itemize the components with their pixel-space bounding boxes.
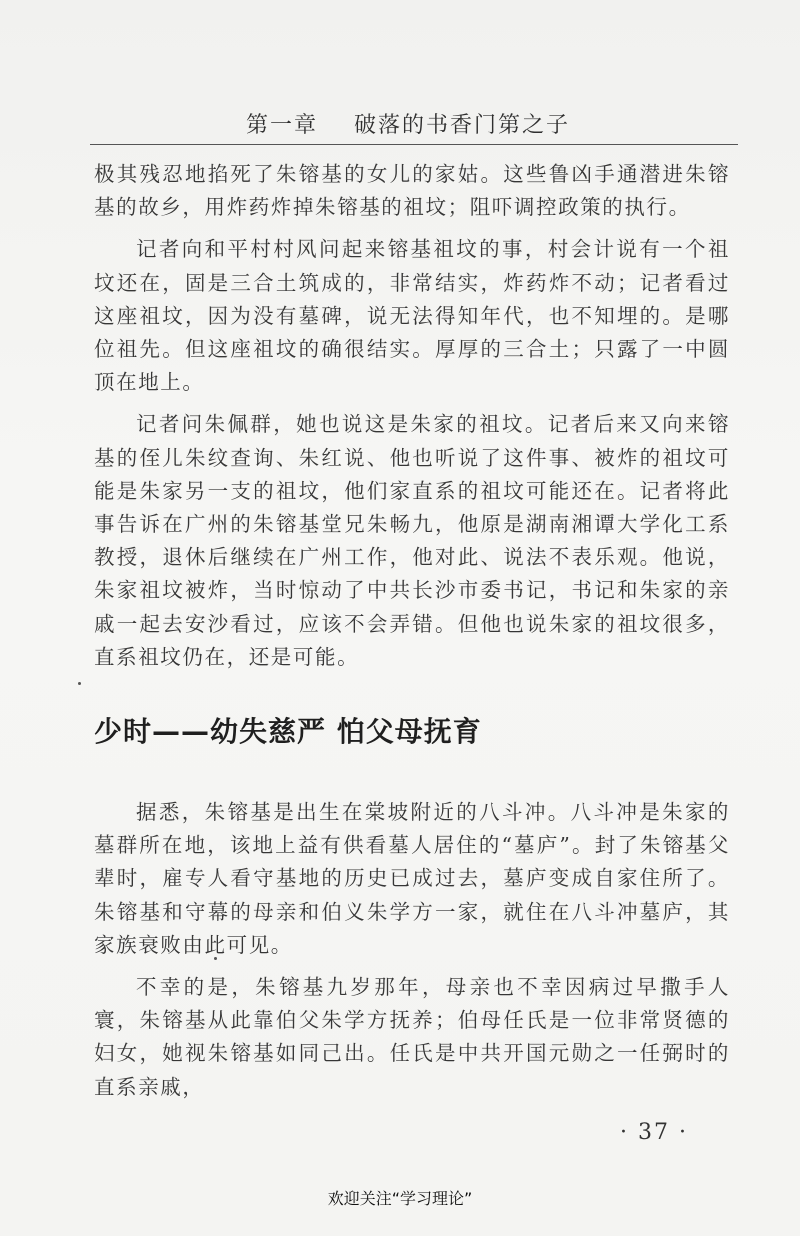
paragraph-2: 记者向和平村村风问起来镕基祖坟的事，村会计说有一个祖坟还在，固是三合土筑成的，非常结实，炸药炸不动；记者看过这座祖坟，因为没有墓碑，说无法得知年代，也不知埋的。是哪位祖先。但这座祖坟的确很结实。厚厚的三合土；只露了一中圆顶在地上。 <box>94 237 730 395</box>
section-heading-block <box>94 674 730 796</box>
chapter-number: 第一章 <box>245 113 318 138</box>
paragraph-1: 极其残忍地掐死了朱镕基的女儿的家姑。这些鲁凶手通潜进朱镕基的故乡，用炸药炸掉朱镕基的祖坟；阻吓调控政策的执行。 <box>94 162 730 220</box>
page-number: · 37 · <box>620 1120 688 1145</box>
paragraph-3: 记者问朱佩群，她也说这是朱家的祖坟。记者后来又向来镕基的侄儿朱纹查询、朱红说、他也听说了这件事、被炸的祖坟可能是朱家另一支的祖坟，他们家直系的祖坟可能还在。记者将此事告诉在广州的朱镕基堂兄朱畅九，他原是湖南湘谭大学化工系教授，退休后继续在广州工作，他对此、说法不表乐观。他说，朱家祖坟被炸，当时惊动了中共长沙市委书记，书记和朱家的亲戚一起去安沙看过，应该不会弄错。但他也说朱家的祖坟很多，直系祖坟仍在，还是可能。 <box>94 412 730 669</box>
paragraph-5: 不幸的是，朱镕基九岁那年，母亲也不幸因病过早撒手人寰，朱镕基从此靠伯父朱学方抚养；伯母任氏是一位非常贤德的妇女，她视朱镕基如同己出。任氏是中共开国元勋之一任弼时的直系亲戚， <box>94 975 730 1099</box>
scan-speck <box>214 957 217 960</box>
header-rule <box>90 144 738 145</box>
chapter-title <box>246 108 570 139</box>
section-heading: 少时——幼失慈严 怕父母抚育 <box>94 715 482 749</box>
body-text <box>94 158 730 1104</box>
running-header <box>90 104 738 144</box>
chapter-name: 破落的书香门第之子 <box>353 113 570 138</box>
scan-speck <box>78 682 81 685</box>
watermark-caption: 欢迎关注“学习理论” <box>327 1189 473 1208</box>
paragraph-4: 据悉，朱镕基是出生在棠坡附近的八斗冲。八斗冲是朱家的墓群所在地，该地上益有供看墓人居住的“墓庐”。封了朱镕基父辈时，雇专人看守基地的历史已成过去，墓庐变成自家住所了。朱镕基和守幕的母亲和伯义朱学方一家，就住在八斗冲墓庐，其家族衰败由此可见。 <box>94 800 730 957</box>
